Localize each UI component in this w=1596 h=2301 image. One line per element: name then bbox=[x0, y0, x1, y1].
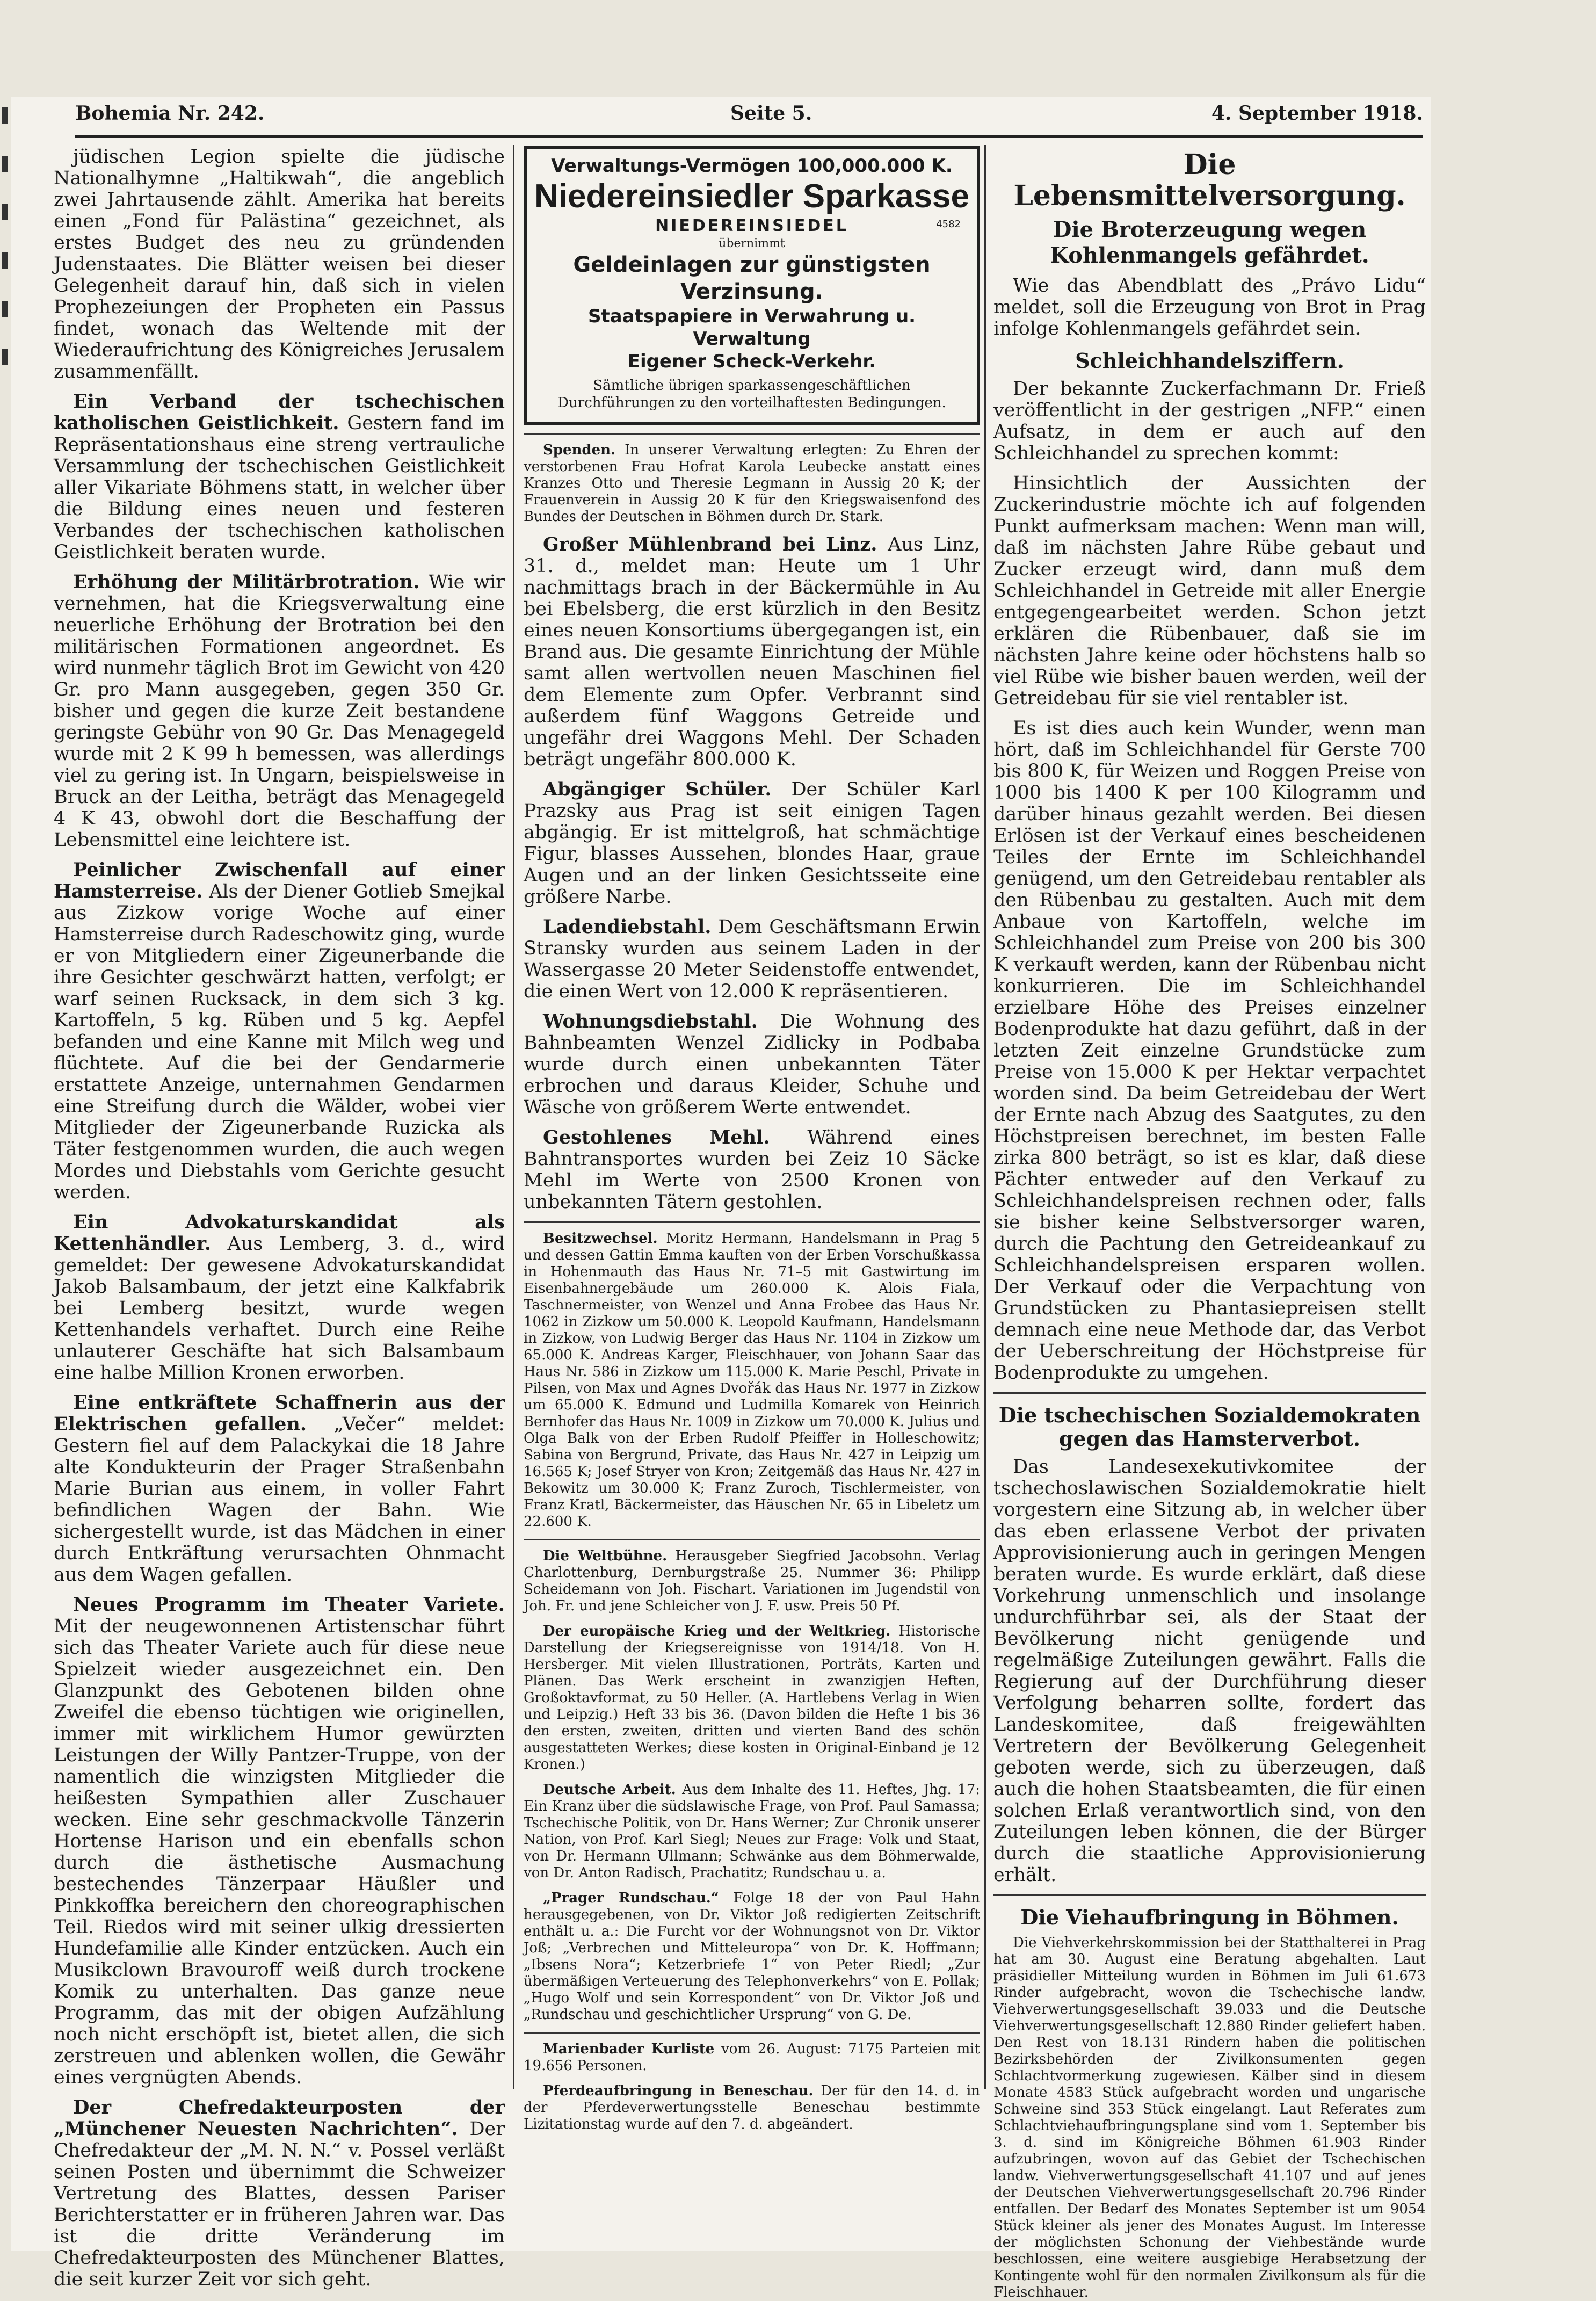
section-title: Die Lebensmittelversorgung. bbox=[1013, 148, 1406, 212]
article bbox=[524, 442, 980, 525]
article bbox=[524, 1782, 980, 1882]
article bbox=[524, 1623, 980, 1773]
article bbox=[54, 1212, 505, 1384]
article-text: Während eines Bahntransportes wurden bei Zeiz 10 Säcke Mehl im Werte von 2500 Kronen von unbekannten Tätern gestohlen. bbox=[524, 1127, 980, 1213]
article-text: jüdischen Legion spielte die jüdische Nationalhymne „Haltikwah“, die angeblich zwei Jahrtausende zählt. Amerika hat bereits einen „Fond für Palästina“ gezeichnet, als erstes Budget des neu zu gründenden Judenstaates. Die Blätter weisen bei dieser Gelegenheit darauf hin, daß sich in vielen Prophezeiungen der Propheten ein Passus findet, wonach das Weltende mit der Wiederaufrichtung des Königreiches Jerusalem zusammenfällt. bbox=[54, 146, 505, 382]
article-text: Es ist dies auch kein Wunder, wenn man hört, daß im Schleichhandel für Gerste 700 bis 800 K, für Weizen und Roggen Preise von 1000 bis 1400 K per 100 Kilogramm und darüber hinaus gezahlt werden. Bei diesen Erlösen ist der Verkauf eines bescheidenen Teiles der Ernte im Schleichhandel genügend, um den Getreidebau rentabler als den Rübenbau zu gestalten. Auch mit dem Anbaue von Kartoffeln, welche im Schleichhandel zum Preise von 200 bis 300 K verkauft werden, kann der Rübenbau nicht konkurrieren. Die im Schleichhandel erzielbare Höhe des Preises einzelner Bodenprodukte hat dazu geführt, daß in der letzten Zeit einzelne Grundstücke zum Preise von 15.000 K per Hektar verpachtet worden sind. Da beim Getreidebau der Wert der Ernte nach Abzug des Saatgutes, zu den Höchstpreisen berechnet, im besten Falle zirka 800 beträgt, so ist es klar, daß diese Pächter entweder auf den Verkauf zu Schleichhandelspreisen rechnen oder, falls sie bisher keine Selbstversorger waren, durch die Pachtung den Getreideankauf zu Schleichhandelspreisen ersparen wollen. Der Verkauf oder die Verpachtung von Grundstücken zu Phantasiepreisen stellt demnach eine neue Methode dar, das Verbot der Ueberschreitung der Höchstpreise für Bodenprodukte zu umgehen. bbox=[993, 718, 1426, 1384]
column-rule-2 bbox=[984, 145, 986, 2089]
article bbox=[54, 146, 505, 382]
header-issue: Bohemia Nr. 242. bbox=[75, 102, 265, 125]
article-headline: Die Viehaufbringung in Böhmen. bbox=[1020, 1905, 1399, 1929]
article-text: Der Chefredakteur der „M. N. N.“ v. Possel verläßt seinen Posten und übernimmt die Schweizer Vertretung des Blattes, dessen Pariser Berichterstatter er in früheren Jahren war. Das ist die dritte Veränderung im Chefredakteurposten des Münchener Blattes, die seit kurzer Zeit vor sich geht. bbox=[54, 2118, 505, 2290]
article-text: Hinsichtlich der Aussichten der Zuckerindustrie möchte ich auf folgenden Punkt aufmerksam machen: Wenn man will, daß im nächsten Jahre Rübe gebaut und Zucker erzeugt wird, dann muß dem Schleichhandel in Getreide mit aller Energie entgegengearbeitet werden. Schon jetzt erklären die Rübenbauer, daß sie im nächsten Jahre keine oder höchstens halb so viel Rübe wie bisher bauen werden, weil der Getreidebau für sie viel rentabler ist. bbox=[993, 473, 1426, 709]
article-headline: Gestohlenes Mehl. bbox=[543, 1126, 770, 1148]
divider bbox=[993, 1392, 1426, 1394]
article bbox=[524, 916, 980, 1002]
divider bbox=[524, 1221, 980, 1223]
article-text: Herausgeber Siegfried Jacobsohn. Verlag Charlottenburg, Dernburgstraße 25. Nummer 36: Philipp Scheidemann von Joh. Fischart. Variationen im Jugendstil von Joh. Fr. und jene Schleicher von J. F. usw. Preis 50 Pf. bbox=[524, 1548, 981, 1614]
article bbox=[524, 1011, 980, 1118]
ad-bank-name: Niedereinsiedler Sparkasse bbox=[534, 178, 969, 215]
article-headline: Großer Mühlenbrand bei Linz. bbox=[543, 533, 877, 555]
binding-edge-marks bbox=[0, 107, 10, 483]
header-rule bbox=[75, 135, 1423, 138]
article-headline: Ein Advokaturskandidat als Kettenhändler. bbox=[54, 1211, 505, 1255]
article-headline: Erhöhung der Militärbrotration. bbox=[73, 571, 420, 593]
running-header bbox=[75, 102, 1423, 134]
article bbox=[54, 859, 505, 1203]
article-text: Mit der neugewonnenen Artistenschar führt sich das Theater Variete auch für diese neue Spielzeit wieder ausgezeichnet ein. Den Glanzpunkt des Gebotenen bilden ohne Zweifel die ebenso tüchtigen wie originellen, immer mit wirklichem Humor gewürzten Leistungen der Willy Pantzer-Truppe, von der namentlich die winzigsten Mitglieder die heißesten Sympathien aller Zuschauer wecken. Eine sehr geschmackvolle Tänzerin Hortense Harison und ein ebenfalls schon durch die ästhetische Ausmachung bestechendes Tänzerpaar Häußler und Pinkkoffka bereichern den choreographischen Teil. Riedos wird mit seiner ulkig dressierten Hundefamilie alle Kinder entzücken. Auch ein Musikclown Bravouroff weiß durch trockene Komik zu unterhalten. Das ganze neue Programm, das mit der obigen Aufzählung noch nicht erschöpft ist, bietet allen, die sich zerstreuen und ablenken wollen, die Gewähr eines vergnügten Abends. bbox=[54, 1616, 505, 2088]
article-headline: Die tschechischen Sozialdemokraten gegen das Hamsterverbot. bbox=[998, 1403, 1421, 1451]
article bbox=[524, 2083, 980, 2133]
article-text: Moritz Hermann, Handelsmann in Prag 5 und dessen Gattin Emma kauften von der Erben Vorschußkassa in Hohenmauth das Haus Nr. 71–5 mit Gastwirtung im Eisenbahnergebäude um 260.000 K. Alois Fiala, Taschnermeister, von Wenzel und Anna Frobee das Haus Nr. 1062 in Zizkow um 50.000 K. Leopold Kaufmann, Handelsmann in Zizkow, von Ludwig Berger das Haus Nr. 1104 in Zizkow um 65.000 K. Andreas Karger, Fleischhauer, von Johann Saar das Haus Nr. 586 in Zizkow um 115.000 K. Marie Peschl, Private in Pilsen, von Max und Agnes Dvořák das Haus Nr. 1977 in Zizkow um 65.000 K. Edmund und Ludmilla Komarek von Heinrich Bernhofer das Haus Nr. 1009 in Zizkow um 70.000 K. Julius und Olga Balk von der Erben Rudolf Pfeiffer in Holleschowitz; Sabina von Bergrund, Private, das Haus Nr. 427 in Leipzig um 16.565 K; Josef Stryer von Kron; Zeitgemäß das Haus Nr. 427 in Bekowitz um 30.000 K; Franz Zuroch, Tischlermeister, von Franz Kratl, Bäckermeister, das Häuschen Nr. 65 in Libeletz um 22.600 K. bbox=[524, 1231, 981, 1530]
column-3 bbox=[993, 146, 1426, 2300]
article bbox=[54, 2097, 505, 2290]
article-headline: Deutsche Arbeit. bbox=[543, 1782, 676, 1798]
article bbox=[524, 2041, 980, 2074]
article-text: Dem Geschäftsmann Erwin Stransky wurden aus seinem Laden in der Wassergasse 20 Meter Seidenstoffe entwendet, die einen Wert von 12.000 K repräsentieren. bbox=[524, 916, 980, 1002]
divider bbox=[524, 433, 980, 435]
ad-code: 4582 bbox=[936, 219, 961, 230]
article-text: Gestern fand im Repräsentationshaus eine streng vertrauliche Versammlung der tschechischen Geistlichkeit aller Vikariate Böhmens statt, in welcher über die Bildung eines neuen und festeren Verbandes der tschechischen katholischen Geistlichkeit beraten wurde. bbox=[54, 413, 505, 563]
column-1 bbox=[54, 146, 505, 2290]
header-date: 4. September 1918. bbox=[1211, 102, 1423, 125]
article-text: Die Viehverkehrskommission bei der Statthalterei in Prag hat am 30. August eine Beratung abgehalten. Laut präsidieller Mitteilung wurden in Böhmen im Juli 61.673 Rinder aufgebracht, wovon die Tschechische landw. Viehverwertungsgesellschaft 39.033 und die Deutsche Viehverwertungsgesellschaft 12.880 Rinder geliefert haben. Den Rest von 18.131 Rindern haben die politischen Bezirksbehörden der Zivilkonsumenten gegen Schlachtvormerkung zugewiesen. Kälber sind in diesem Monate 4583 Stück aufgebracht worden und ungarische Schweine sind 353 Stück eingelangt. Laut Referates zum Schlachtviehaufbringungsplane sind vom 1. September bis 3. d. sind im Königreiche Böhmen 61.903 Rinder aufzubringen, wovon auf das Gebiet der Tschechischen landw. Viehverwertungsgesellschaft 41.107 und auf jenes der Deutschen Viehverwertungsgesellschaft 20.796 Rinder entfallen. Der Bedarf des Monates September ist um 9054 Stück kleiner als jener des Monates August. Im Interesse der möglichsten Schonung der Viehbestände wurde beschlossen, eine weitere ausgiebige Herabsetzung der Kontingente wohl für den normalen Zivilkonsum als für die Fleischhauer. bbox=[993, 1935, 1426, 2300]
column-rule-1 bbox=[513, 145, 514, 2089]
article-text: Aus Linz, 31. d., meldet man: Heute um 1 Uhr nachmittags brach in der Bäckermühle in Au bei Ebelsberg, die erst kürzlich in den Besitz eines neuen Konsortiums übergegangen ist, ein Brand aus. Die gesamte Einrichtung der Mühle samt allen wertvollen neuen Maschinen fiel dem Elemente zum Opfer. Verbrannt sind außerdem fünf Waggons Getreide und ungefähr drei Waggons Mehl. Der Schaden beträgt ungefähr 800.000 K. bbox=[524, 534, 980, 770]
article-text: Historische Darstellung der Kriegsereignisse von 1914/18. Von H. Hersberger. Mit vielen Illustrationen, Porträts, Karten und Plänen. Das Werk erscheint in zwanzigjen Heften, Großoktavformat, zu 50 Heller. (A. Hartlebens Verlag in Wien und Leipzig.) Heft 33 bis 36. (Davon bilden die Hefte 1 bis 36 den ersten, zweiten, dritten und vierten Band des schön ausgestatteten Werkes; diese kosten in Original-Einband je 12 Kronen.) bbox=[524, 1623, 980, 1772]
article-text: Aus dem Inhalte des 11. Heftes, Jhg. 17: Ein Kranz über die südslawische Frage, von Prof. Paul Samassa; Tschechische Politik, von Dr. Hans Werner; Zur Chronik unserer Nation, von Prof. Karl Siegl; Neues zur Frage: Volk und Staat, von Dr. Hermann Ullmann; Schwänke aus dem Böhmerwalde, von Dr. Anton Radisch, Prachatitz; Rundschau u. a. bbox=[524, 1782, 980, 1881]
divider bbox=[524, 2032, 980, 2034]
article bbox=[524, 1548, 980, 1615]
article-headline: Pferdeaufbringung in Beneschau. bbox=[543, 2083, 814, 2099]
article-text: Der bekannte Zuckerfachmann Dr. Frieß veröffentlicht in der gestrigen „NFP.“ einen Aufsatz, in dem er auch auf den Schleichhandel zu sprechen kommt: bbox=[993, 378, 1426, 464]
article bbox=[524, 1890, 980, 2023]
article-text: Als der Diener Gotlieb Smejkal aus Zizkow vorige Woche auf einer Hamsterreise durch Radeschowitz ging, wurde er von Mitgliedern einer Zigeunerbande die ihre Gesichter geschwärzt hatten, verfolgt; er warf seinen Rucksack, in dem sich 3 kg. Kartoffeln, 5 kg. Rüben und 5 kg. Aepfel befanden und eine Kanne mit Milch weg und flüchtete. Auf die bei der Gendarmerie erstattete Anzeige, unternahmen Gendarmen eine Streifung durch die Wälder, wobei vier Mitglieder der Zigeunerbande Ruzicka als Täter festgenommen wurden, die auch wegen Mordes und Diebstahls vom Gerichte gesucht werden. bbox=[54, 881, 505, 1203]
ad-footer: Sämtliche übrigen sparkassengeschäftlichen Durchführungen zu den vorteilhaftesten Bedingungen. bbox=[557, 378, 946, 411]
article bbox=[524, 1127, 980, 1213]
ad-capital: Verwaltungs-Vermögen 100,000.000 K. bbox=[551, 155, 953, 177]
article-headline: Der europäische Krieg und der Weltkrieg. bbox=[543, 1623, 891, 1639]
ad-cheque: Eigener Scheck-Verkehr. bbox=[627, 351, 876, 372]
article bbox=[524, 1231, 980, 1530]
article-text: Wie das Abendblatt des „Právo Lidu“ meldet, soll die Erzeugung von Brot in Prag infolge Kohlenmangels gefährdet sein. bbox=[993, 275, 1426, 339]
article bbox=[524, 779, 980, 908]
article-headline: Ein Verband der tschechischen katholischen Geistlichkeit. bbox=[54, 390, 505, 434]
article-text: Folge 18 der von Paul Hahn herausgegebenen, von Dr. Viktor Joß redigierten Zeitschrift enthält u. a.: Die Furcht vor der Wohnungsnot von Dr. Viktor Joß; „Verbrechen und Mitteleuropa“ von Dr. K. Hoffmann; „Ibsens Nora“; Ketzerbriefe 1“ von Peter Riedl; „Zur übermäßigen Verteuerung des Telephonverkehrs“ von E. Pollak; „Hugo Wolf und sein Korrespondent“ von Dr. Viktor Joß und „Rundschau und geschichtlicher Ursprung“ von G. De. bbox=[524, 1890, 981, 2023]
sparkasse-advertisement bbox=[524, 146, 980, 425]
article-headline: „Prager Rundschau.“ bbox=[543, 1890, 719, 1906]
ad-deposits: Geldeinlagen zur günstigsten Verzinsung. bbox=[573, 252, 931, 304]
article-headline: Ladendiebstahl. bbox=[543, 916, 712, 938]
article-text: Die Wohnung des Bahnbeamten Wenzel Zidlicky in Podbaba wurde durch einen unbekannten Täter erbrochen und daraus Kleider, Schuhe und Wäsche von größerem Werte entwendet. bbox=[524, 1011, 980, 1118]
article bbox=[54, 571, 505, 851]
article-headline: Die Broterzeugung wegen Kohlenmangels gefährdet. bbox=[1050, 217, 1369, 268]
article-text: Wie wir vernehmen, hat die Kriegsverwaltung eine neuerliche Erhöhung der Brotration bei den militärischen Formationen angeordnet. Es wird nunmehr täglich Brot im Gewicht von 420 Gr. pro Mann ausgegeben, gegen 350 Gr. bisher und gegen die kurze Zeit bestandene geringste Gebühr von 90 Gr. Das Menagegeld wurde mit 2 K 99 h bemessen, was allerdings viel zu gering ist. In Ungarn, beispielsweise in Bruck an der Leitha, beträgt das Menagegeld 4 K 43, obwohl dort die Beschaffung der Lebensmittel eine leichtere ist. bbox=[54, 571, 505, 851]
article bbox=[54, 1392, 505, 1586]
article-text: vom 26. August: 7175 Parteien mit 19.656 Personen. bbox=[524, 2041, 981, 2074]
article-headline: Spenden. bbox=[543, 442, 616, 458]
column-2 bbox=[524, 146, 981, 2132]
article-headline: Peinlicher Zwischenfall auf einer Hamsterreise. bbox=[54, 859, 505, 902]
article-headline: Marienbader Kurliste bbox=[543, 2041, 715, 2057]
header-page: Seite 5. bbox=[730, 102, 812, 125]
divider bbox=[993, 1894, 1426, 1896]
article-text: Der Schüler Karl Prazsky aus Prag ist seit einigen Tagen abgängig. Er ist mittelgroß, hat schmächtige Figur, blasses Aussehen, blondes Haar, graue Augen und an der linken Gesichtsseite eine größere Narbe. bbox=[524, 779, 980, 908]
article-headline: Eine entkräftete Schaffnerin aus der Elektrischen gefallen. bbox=[54, 1392, 505, 1435]
article bbox=[54, 1594, 505, 2088]
article bbox=[54, 391, 505, 563]
article-headline: Abgängiger Schüler. bbox=[543, 778, 772, 800]
ad-place: NIEDEREINSIEDEL bbox=[655, 216, 848, 235]
article-headline: Wohnungsdiebstahl. bbox=[543, 1010, 758, 1032]
article-headline: Die Weltbühne. bbox=[543, 1548, 668, 1564]
article-text: Der für den 14. d. in der Pferdeverwertungsstelle Beneschau bestimmte Lizitationstag wurde auf den 7. d. abgeändert. bbox=[524, 2083, 980, 2132]
article-headline: Schleichhandelsziffern. bbox=[1075, 349, 1344, 373]
article-text: „Večer“ meldet: Gestern fiel auf dem Palackykai die 18 Jahre alte Kondukteurin der Prager Straßenbahn Marie Burian aus einem, in voller Fahrt befindlichen Wagen der Bahn. Wie sichergestellt wurde, ist das Mädchen in einer durch Entkräftung verursachten Ohnmacht aus dem Wagen gefallen. bbox=[54, 1414, 505, 1586]
article-text: Aus Lemberg, 3. d., wird gemeldet: Der gewesene Advokaturskandidat Jakob Balsambaum, der jetzt eine Kalkfabrik bei Lemberg besitzt, wurde wegen Kettenhandels verhaftet. Durch eine Reihe unlauterer Geschäfte hat sich Balsambaum eine halbe Million Kronen erworben. bbox=[54, 1233, 505, 1384]
article-headline: Der Chefredakteurposten der „Münchener Neuesten Nachrichten“. bbox=[54, 2096, 505, 2140]
article-text: In unserer Verwaltung erlegten: Zu Ehren der verstorbenen Frau Hofrat Karola Leubecke anstatt eines Kranzes Otto und Theresie Legmann in Aussig 20 K; der Frauenverein in Aussig 20 K für den Kriegswaisenfond des Bundes der Deutschen in Böhmen durch Dr. Stark. bbox=[524, 442, 980, 525]
ad-securities: Staatspapiere in Verwahrung u. Verwaltung bbox=[587, 306, 916, 350]
divider bbox=[524, 1539, 980, 1540]
article-text: Das Landesexekutivkomitee der tschechoslawischen Sozialdemokratie hielt vorgestern eine Sitzung ab, in welcher über das eben erlassene Verbot der privaten Approvisionierung auch in geringen Mengen beraten wurde. Es wurde erklärt, daß diese Vorkehrung unmenschlich und insolange undurchführbar sei, als der Staat der Bevölkerung nicht genügende und regelmäßige Zuteilungen gewährt. Falls die Regierung auf der Durchführung dieser Verfolgung beharren sollte, fordert das Landeskomitee, daß freigewählten Vertretern der Bevölkerung Gelegenheit geboten werde, sich zu überzeugen, daß auch die hohen Staatsbeamten, die für einen solchen Erlaß verantwortlich sind, von den Zuteilungen leben können, die der Bürger durch die staatliche Approvisionierung erhält. bbox=[993, 1456, 1426, 1886]
article-headline: Besitzwechsel. bbox=[543, 1231, 658, 1247]
article-headline: Neues Programm im Theater Variete. bbox=[73, 1594, 505, 1616]
ad-takes: übernimmt bbox=[719, 237, 785, 250]
article bbox=[524, 534, 980, 770]
